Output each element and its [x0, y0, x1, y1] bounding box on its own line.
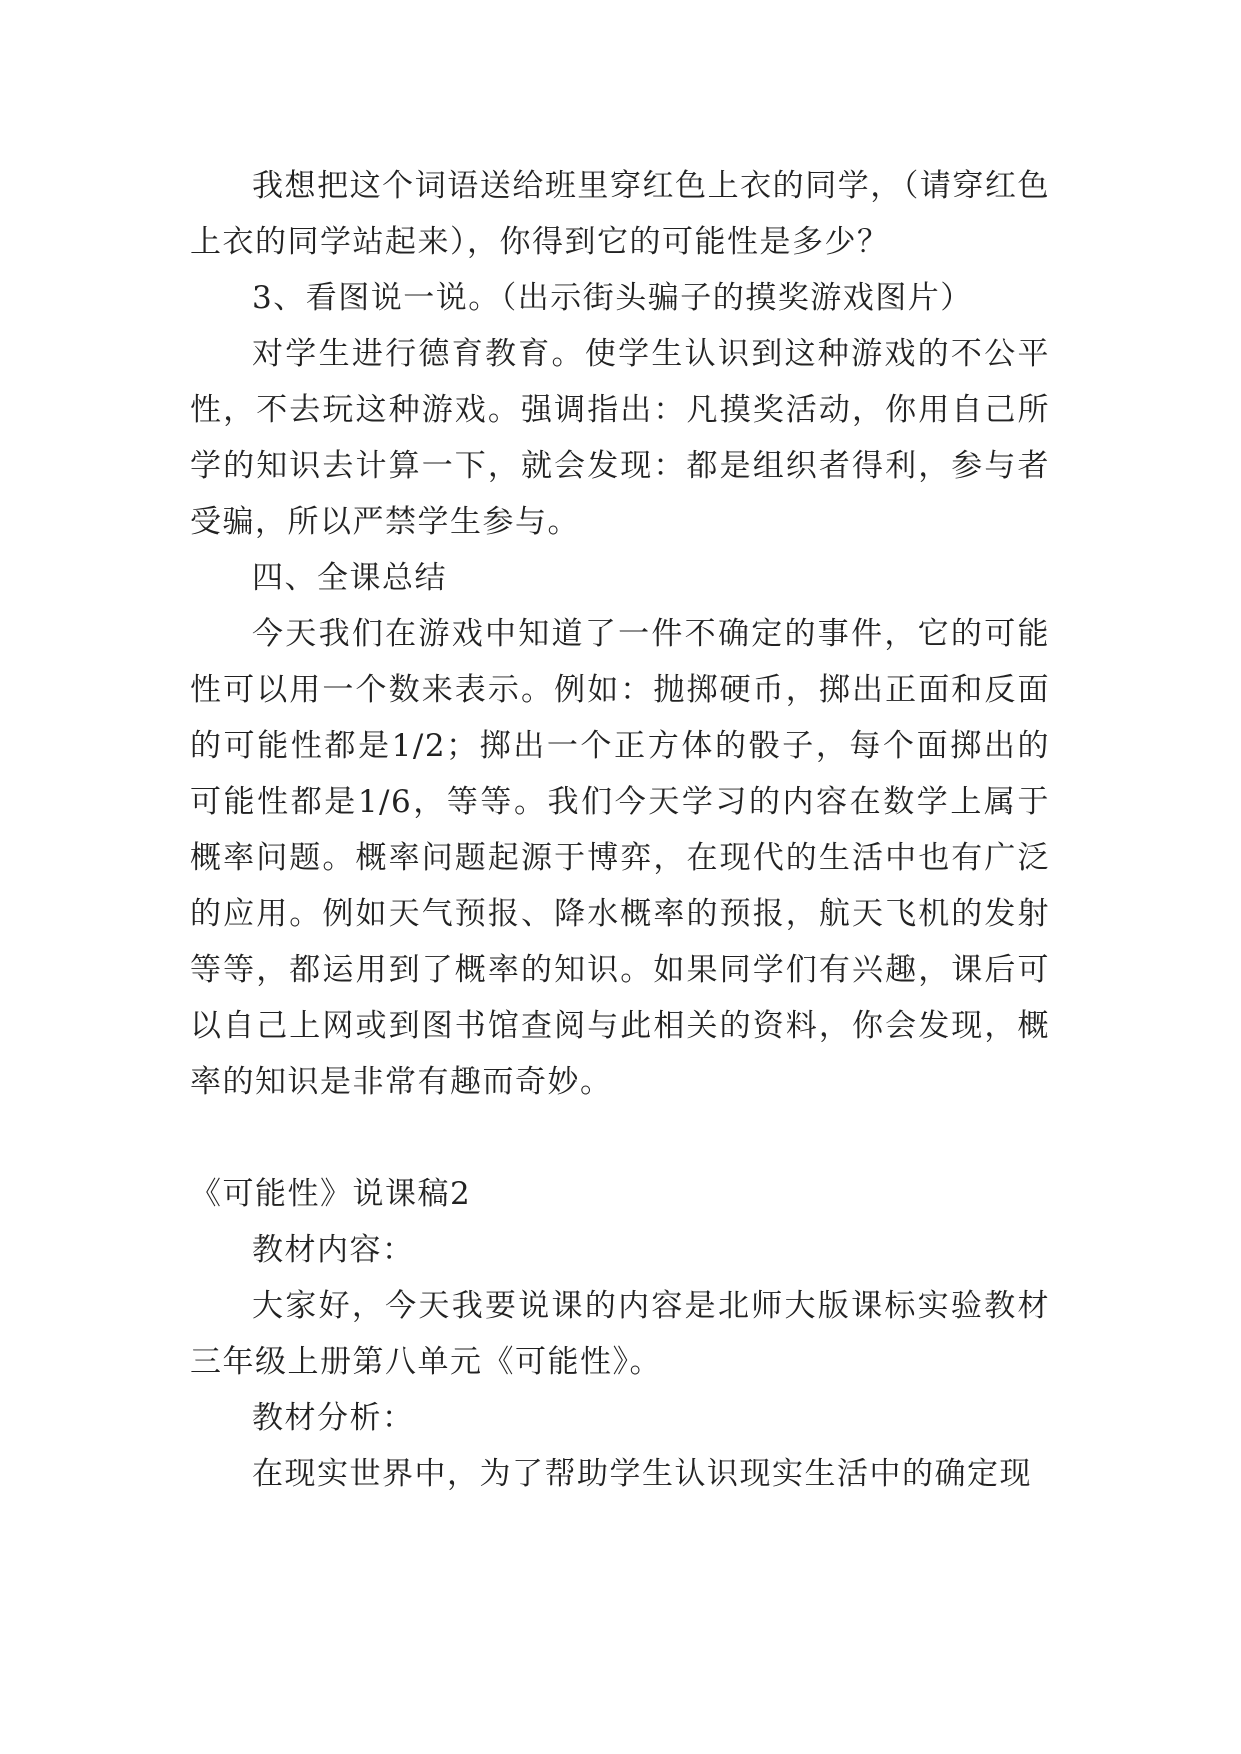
paragraph: 3、看图说一说。（出示街头骗子的摸奖游戏图片） — [252, 280, 973, 316]
paragraph: 今天我们在游戏中知道了一件不确定的事件，它的可能性可以用一个数来表示。例如：抛掷硬币，掷出正面和反面的可能性都是1/2；掷出一个正方体的骰子，每个面掷出的可能性都是1/6，等等。我们今天学习的内容在数学上属于概率问题。概率问题起源于博弈，在现代的生活中也有广泛的应用。例如天气预报、降水概率的预报，航天飞机的发射等等，都运用到了概率的知识。如果同学们有兴趣，课后可以自己上网或到图书馆查阅与此相关的资料，你会发现，概率的知识是非常有趣而奇妙。 — [190, 616, 1050, 1100]
section-heading: 教材内容： — [252, 1232, 415, 1268]
document-body — [190, 158, 1050, 1502]
section-heading: 四、全课总结 — [252, 560, 447, 596]
document-title: 《可能性》说课稿2 — [190, 1176, 472, 1212]
paragraph: 在现实世界中，为了帮助学生认识现实生活中的确定现 — [252, 1456, 1032, 1492]
paragraph: 对学生进行德育教育。使学生认识到这种游戏的不公平性，不去玩这种游戏。强调指出：凡摸奖活动，你用自己所学的知识去计算一下，就会发现：都是组织者得利，参与者受骗，所以严禁学生参与。 — [190, 336, 1050, 540]
spacer — [190, 1110, 1050, 1166]
paragraph: 我想把这个词语送给班里穿红色上衣的同学，（请穿红色上衣的同学站起来），你得到它的可能性是多少？ — [190, 168, 1050, 260]
section-heading: 教材分析： — [252, 1400, 415, 1436]
paragraph: 大家好，今天我要说课的内容是北师大版课标实验教材三年级上册第八单元《可能性》。 — [190, 1288, 1050, 1380]
